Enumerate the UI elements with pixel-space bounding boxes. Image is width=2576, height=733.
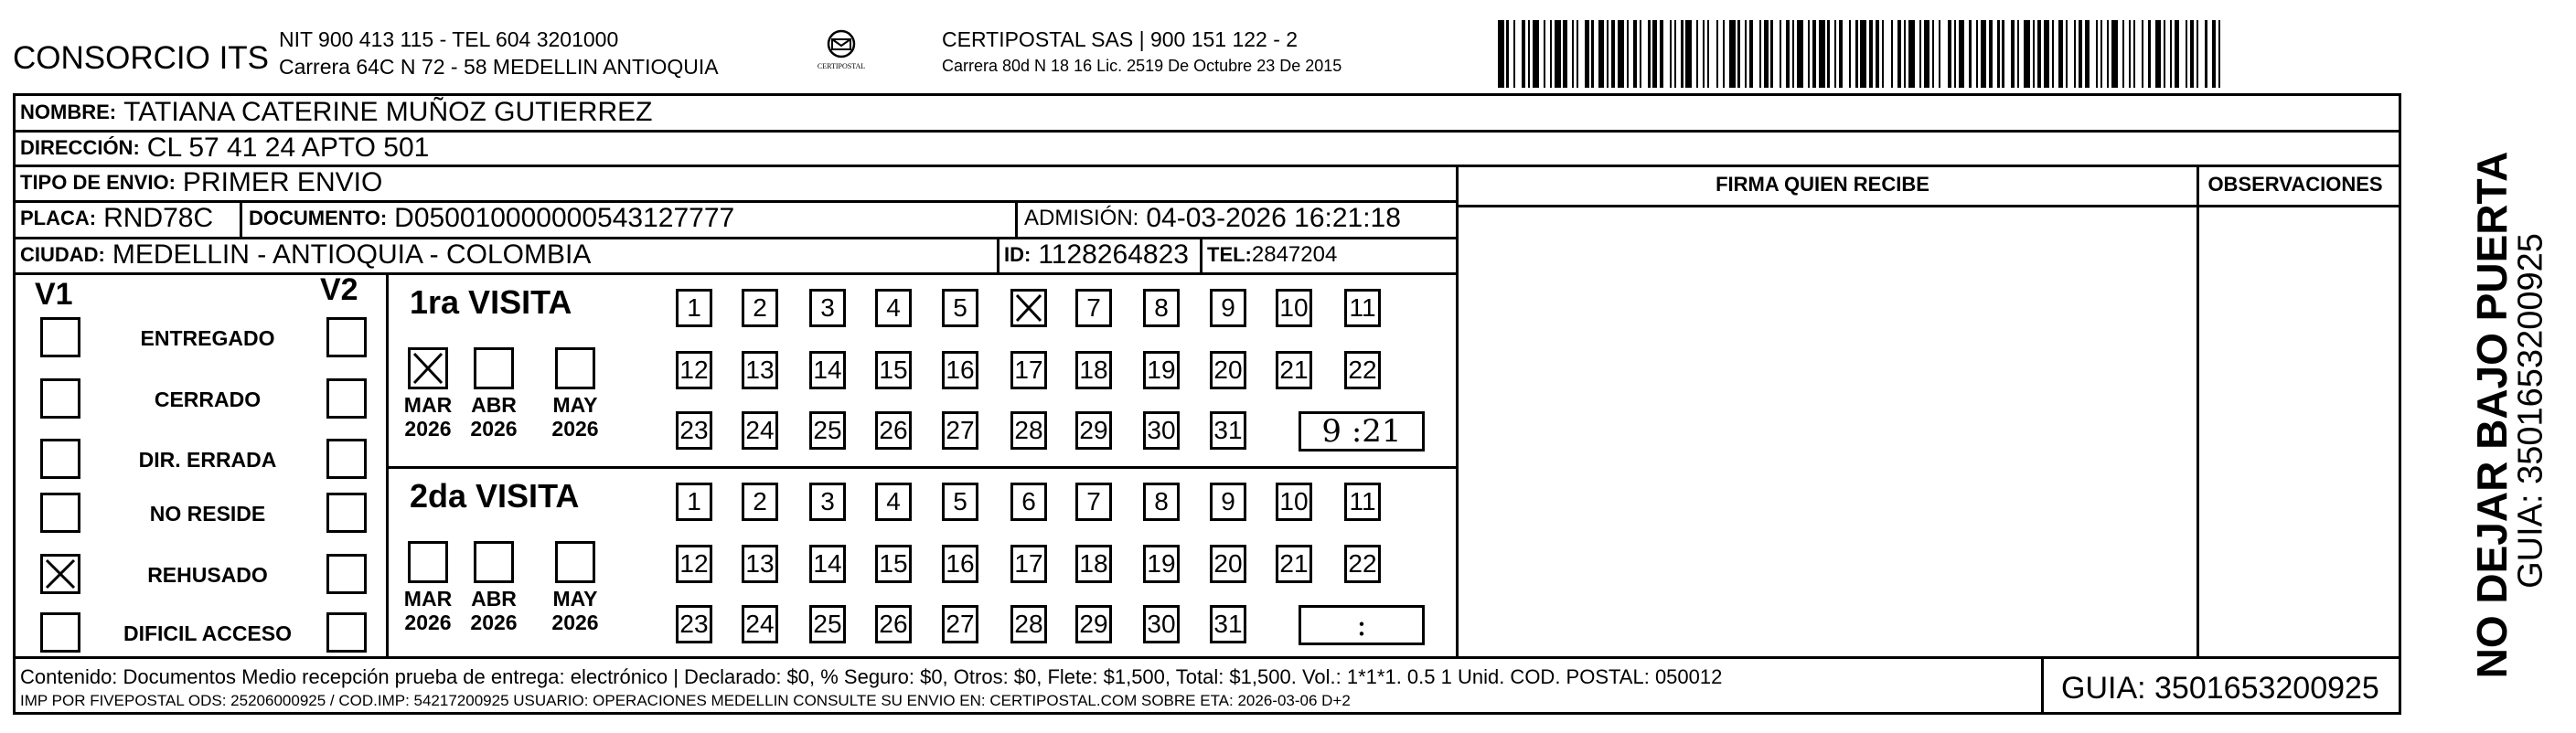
month-year: 2026 [551,611,599,634]
logo-text: CERTIPOSTAL [817,62,866,70]
v2-checkbox[interactable] [326,317,367,357]
v2-checkbox[interactable] [326,612,367,653]
barcode-bar [1812,20,1816,88]
barcode-bar [1627,20,1629,88]
month-label [401,587,455,634]
nombre-value: TATIANA CATERINE MUÑOZ GUTIERREZ [123,97,653,127]
barcode-bar [1506,20,1508,88]
day-checkbox[interactable]: 5 [942,289,978,327]
month-name: ABR [471,393,517,417]
barcode-bar [1528,20,1530,88]
day-checkbox[interactable]: 3 [809,483,846,521]
barcode-bar [2197,20,2198,88]
barcode-bar [1808,20,1810,88]
time-field[interactable]: : [1299,605,1425,645]
barcode-bar [1544,20,1545,88]
v1-checkbox[interactable] [40,378,80,419]
day-checkbox[interactable]: 26 [875,411,912,450]
time-field[interactable]: 9 :21 [1299,411,1425,451]
day-checkbox[interactable]: 15 [875,351,912,389]
month-name: MAY [552,393,598,417]
day-checkbox[interactable]: 11 [1344,483,1381,521]
row-ciudad [20,237,591,272]
barcode-bar [1737,20,1739,88]
direccion-label: DIRECCIÓN: [20,136,140,159]
barcode-bar [1919,20,1921,88]
barcode-bar [1598,20,1605,88]
day-checkbox[interactable]: 10 [1276,483,1312,521]
row-nombre [20,93,652,132]
day-checkbox[interactable]: 12 [676,351,712,389]
day-checkbox[interactable]: 20 [1210,545,1246,583]
barcode-bar [1954,20,1956,88]
barcode-bar [1707,20,1709,88]
day-checkbox[interactable]: 5 [942,483,978,521]
month-name: MAR [403,393,453,417]
barcode-bar [1577,20,1578,88]
month-checkbox[interactable] [408,347,448,389]
month-checkbox[interactable] [408,541,448,583]
barcode-bar [2037,20,2041,88]
day-checkbox[interactable]: 23 [676,411,712,450]
placa-label: PLACA: [20,207,97,229]
v2-label: V2 [320,272,358,307]
month-year: 2026 [404,611,452,634]
direccion-value: CL 57 41 24 APTO 501 [146,133,430,163]
placa-value: RND78C [103,203,214,233]
barcode-bar [1607,20,1609,88]
day-checkbox[interactable]: 8 [1143,483,1180,521]
day-checkbox[interactable]: 14 [809,351,846,389]
day-checkbox[interactable]: 21 [1276,351,1312,389]
day-checkbox[interactable]: 23 [676,605,712,643]
status-label: NO RESIDE [149,502,266,526]
x-mark-icon [1013,292,1044,324]
footer-guia: GUIA: 3501653200925 [2061,671,2379,706]
v1-checkbox[interactable] [40,317,80,357]
month-label [466,393,521,441]
day-checkbox[interactable]: 2 [742,483,778,521]
company-address: Carrera 64C N 72 - 58 MEDELLIN ANTIOQUIA [279,55,719,79]
barcode-bar [1674,20,1676,88]
month-year: 2026 [404,417,452,441]
barcode-bar [2002,20,2004,88]
day-checkbox[interactable]: 21 [1276,545,1312,583]
barcode-bar [1703,20,1705,88]
company-nit: NIT 900 413 115 - TEL 604 3201000 [279,27,619,51]
barcode-bar [2011,20,2015,88]
row-tipo [20,165,382,201]
barcode-bar [2044,20,2050,88]
v1-checkbox[interactable] [40,554,80,594]
barcode-bar [1522,20,1525,88]
barcode-bar [1891,20,1893,88]
barcode-bar [2100,20,2102,88]
row-documento [249,200,734,237]
day-checkbox[interactable]: 26 [875,605,912,643]
day-checkbox[interactable]: 13 [742,351,778,389]
day-checkbox[interactable]: 24 [742,605,778,643]
day-checkbox[interactable]: 7 [1075,289,1112,327]
tel-value: 2847204 [1251,241,1338,267]
month-label [466,587,521,634]
side-warning: NO DEJAR BAJO PUERTA [2468,151,2516,679]
side-guia: GUIA: 3501653200925 [2511,233,2550,589]
barcode-bar [1997,20,1999,88]
day-checkbox[interactable]: 25 [809,411,846,450]
footer-contenido: Contenido: Documentos Medio recepción prueba de entrega: electrónico | Declarado: $0, % Seguro: $0, Otros: $0, Flete: $1,500, Total: $1,500. Vol.: 1*1*1. 0.5 1 Unid. COD. POSTAL: 050012 [20,665,1723,688]
barcode-bar [1513,20,1515,88]
status-label: DIR. ERRADA [138,448,277,472]
barcode-bar [2033,20,2035,88]
tipo-value: PRIMER ENVIO [182,167,383,197]
observaciones-label: OBSERVACIONES [2207,173,2383,196]
barcode-bar [1882,20,1884,88]
month-name: MAR [403,587,453,611]
barcode-bar [2142,20,2143,88]
day-checkbox[interactable]: 28 [1010,411,1047,450]
barcode-bar [1948,20,1951,88]
day-checkbox[interactable]: 10 [1276,289,1312,327]
day-checkbox[interactable]: 15 [875,545,912,583]
barcode-bar [2186,20,2187,88]
barcode-bar [1723,20,1725,88]
ciudad-label: CIUDAD: [20,242,105,266]
month-checkbox[interactable] [474,541,514,583]
barcode-bar [1976,20,1978,88]
day-checkbox[interactable]: 19 [1143,351,1180,389]
month-year: 2026 [551,417,599,441]
barcode-bar [1550,20,1552,88]
day-checkbox[interactable]: 29 [1075,411,1112,450]
barcode-bar [1652,20,1656,88]
barcode-bar [1876,20,1879,88]
day-checkbox[interactable]: 18 [1075,545,1112,583]
barcode-bar [1869,20,1873,88]
v2-checkbox[interactable] [326,378,367,419]
month-year: 2026 [470,417,518,441]
day-checkbox[interactable]: 30 [1143,605,1180,643]
day-checkbox[interactable]: 12 [676,545,712,583]
admision-label: ADMISIÓN: [1024,206,1139,230]
v2-checkbox[interactable] [326,554,367,594]
barcode-bar [1819,20,1825,88]
documento-label: DOCUMENTO: [249,207,388,229]
barcode-bar [2218,20,2220,88]
barcode-bar [1585,20,1588,88]
status-label: DIFICIL ACCESO [123,621,292,645]
day-checkbox[interactable]: 9 [1210,483,1246,521]
barcode-bar [1648,20,1650,88]
day-checkbox[interactable]: 6 [1010,483,1047,521]
barcode-bar [1797,20,1803,88]
visit-title: 2da VISITA [410,477,580,515]
day-checkbox[interactable]: 3 [809,289,846,327]
status-label: ENTREGADO [140,326,275,350]
barcode-bar [1572,20,1574,88]
barcode-bar [1827,20,1829,88]
barcode-bar [1749,20,1753,88]
barcode-bar [1759,20,1761,88]
barcode-bar [2024,20,2030,88]
month-name: MAY [552,587,598,611]
barcode-bar [2155,20,2162,88]
v2-checkbox[interactable] [326,493,367,533]
barcode-bar [1533,20,1539,88]
barcode-bar [1685,20,1692,88]
status-label: CERRADO [154,388,262,411]
barcode-bar [1959,20,1965,88]
day-checkbox[interactable]: 22 [1344,545,1381,583]
barcode-bar [1904,20,1906,88]
barcode-bar [2052,20,2054,88]
day-checkbox[interactable]: 28 [1010,605,1047,643]
barcode-bar [2085,20,2089,88]
certipostal-logo [812,27,871,80]
day-checkbox[interactable] [1010,289,1047,327]
v1-checkbox[interactable] [40,612,80,653]
tel-label: TEL: [1207,242,1252,266]
barcode [1498,20,2220,88]
certipostal-license: Carrera 80d N 18 16 Lic. 2519 De Octubre 23 De 2015 [942,57,1342,75]
barcode-bar [2129,20,2131,88]
day-checkbox[interactable]: 16 [942,545,978,583]
barcode-bar [1932,20,1934,88]
barcode-bar [1640,20,1641,88]
footer-imp: IMP POR FIVEPOSTAL ODS: 25206000925 / COD.IMP: 54217200925 USUARIO: OPERACIONES MEDELLIN CONSULTE SU ENVIO EN: CERTIPOSTAL.COM SOBRE ETA: 2026-03-06 D+2 [20,692,1351,709]
day-checkbox[interactable]: 19 [1143,545,1180,583]
barcode-bar [1498,20,1504,88]
barcode-bar [1849,20,1851,88]
barcode-bar [1839,20,1843,88]
barcode-bar [1764,20,1768,88]
day-checkbox[interactable]: 31 [1210,411,1246,450]
month-name: ABR [471,587,517,611]
barcode-bar [1834,20,1836,88]
barcode-bar [1780,20,1781,88]
day-checkbox[interactable]: 9 [1210,289,1246,327]
barcode-bar [2205,20,2207,88]
barcode-bar [1792,20,1794,88]
barcode-bar [2058,20,2062,88]
barcode-bar [2148,20,2150,88]
visit-title: 1ra VISITA [410,283,572,321]
day-checkbox[interactable]: 22 [1344,351,1381,389]
day-checkbox[interactable]: 1 [676,483,712,521]
barcode-bar [1969,20,1971,88]
barcode-bar [2107,20,2109,88]
barcode-bar [1716,20,1718,88]
barcode-bar [2111,20,2118,88]
barcode-bar [1908,20,1915,88]
barcode-bar [2066,20,2068,88]
v1-checkbox[interactable] [40,493,80,533]
barcode-bar [1633,20,1637,88]
day-checkbox[interactable]: 25 [809,605,846,643]
barcode-bar [1786,20,1790,88]
barcode-bar [2212,20,2216,88]
barcode-bar [2079,20,2082,88]
id-value: 1128264823 [1038,239,1189,270]
barcode-bar [1591,20,1593,88]
day-checkbox[interactable]: 30 [1143,411,1180,450]
barcode-bar [2074,20,2076,88]
month-label [401,393,455,441]
x-mark-icon [43,557,78,591]
day-checkbox[interactable]: 14 [809,545,846,583]
day-checkbox[interactable]: 20 [1210,351,1246,389]
day-checkbox[interactable]: 4 [875,483,912,521]
barcode-bar [2122,20,2124,88]
barcode-bar [1770,20,1772,88]
month-label [548,393,603,441]
month-checkbox[interactable] [555,541,595,583]
barcode-bar [1860,20,1866,88]
barcode-bar [1897,20,1901,88]
barcode-bar [1555,20,1561,88]
barcode-bar [1670,20,1672,88]
admision-value: 04-03-2026 16:21:18 [1146,203,1401,233]
day-checkbox[interactable]: 17 [1010,351,1047,389]
firma-header [1456,165,2197,205]
barcode-bar [1981,20,1987,88]
barcode-bar [1660,20,1663,88]
tipo-label: TIPO DE ENVIO: [20,171,176,194]
barcode-bar [1745,20,1747,88]
row-admision [1024,200,1401,237]
nombre-label: NOMBRE: [20,101,117,123]
v2-checkbox[interactable] [326,439,367,479]
day-checkbox[interactable]: 1 [676,289,712,327]
id-label: ID: [1004,242,1031,266]
firma-label: FIRMA QUIEN RECIBE [1716,173,1929,196]
x-mark-icon [411,350,445,387]
row-placa [20,200,213,237]
month-year: 2026 [470,611,518,634]
barcode-bar [2170,20,2172,88]
barcode-bar [1696,20,1698,88]
barcode-bar [2096,20,2098,88]
documento-value: D050010000000543127777 [394,203,735,233]
ciudad-value: MEDELLIN - ANTIOQUIA - COLOMBIA [112,239,592,270]
day-checkbox[interactable]: 4 [875,289,912,327]
company-name: CONSORCIO ITS [13,40,270,76]
status-label: REHUSADO [147,563,268,587]
day-checkbox[interactable]: 29 [1075,605,1112,643]
observaciones-header [2197,165,2401,205]
month-checkbox[interactable] [474,347,514,389]
day-checkbox[interactable]: 11 [1344,289,1381,327]
month-label [548,587,603,634]
certipostal-info: CERTIPOSTAL SAS | 900 151 122 - 2 [942,27,1299,51]
month-checkbox[interactable] [555,347,595,389]
barcode-bar [1924,20,1930,88]
barcode-bar [1989,20,1993,88]
barcode-bar [2175,20,2178,88]
barcode-bar [1563,20,1566,88]
barcode-bar [1939,20,1940,88]
barcode-bar [1729,20,1736,88]
barcode-bar [1855,20,1857,88]
day-checkbox[interactable]: 7 [1075,483,1112,521]
row-tel [1207,237,1337,272]
day-checkbox[interactable]: 31 [1210,605,1246,643]
barcode-bar [2017,20,2019,88]
v1-checkbox[interactable] [40,439,80,479]
envelope-seal-icon [812,27,871,80]
barcode-bar [1681,20,1683,88]
day-checkbox[interactable]: 24 [742,411,778,450]
barcode-bar [1618,20,1624,88]
day-checkbox[interactable]: 18 [1075,351,1112,389]
barcode-bar [1611,20,1615,88]
row-direccion [20,130,429,166]
day-checkbox[interactable]: 8 [1143,289,1180,327]
row-id [1004,237,1189,272]
day-checkbox[interactable]: 17 [1010,545,1047,583]
barcode-bar [2164,20,2165,88]
barcode-bar [2133,20,2135,88]
day-checkbox[interactable]: 16 [942,351,978,389]
day-checkbox[interactable]: 2 [742,289,778,327]
day-checkbox[interactable]: 27 [942,411,978,450]
day-checkbox[interactable]: 13 [742,545,778,583]
side-text [2414,93,2570,715]
v1-label: V1 [35,277,73,312]
barcode-bar [2190,20,2194,88]
day-checkbox[interactable]: 27 [942,605,978,643]
